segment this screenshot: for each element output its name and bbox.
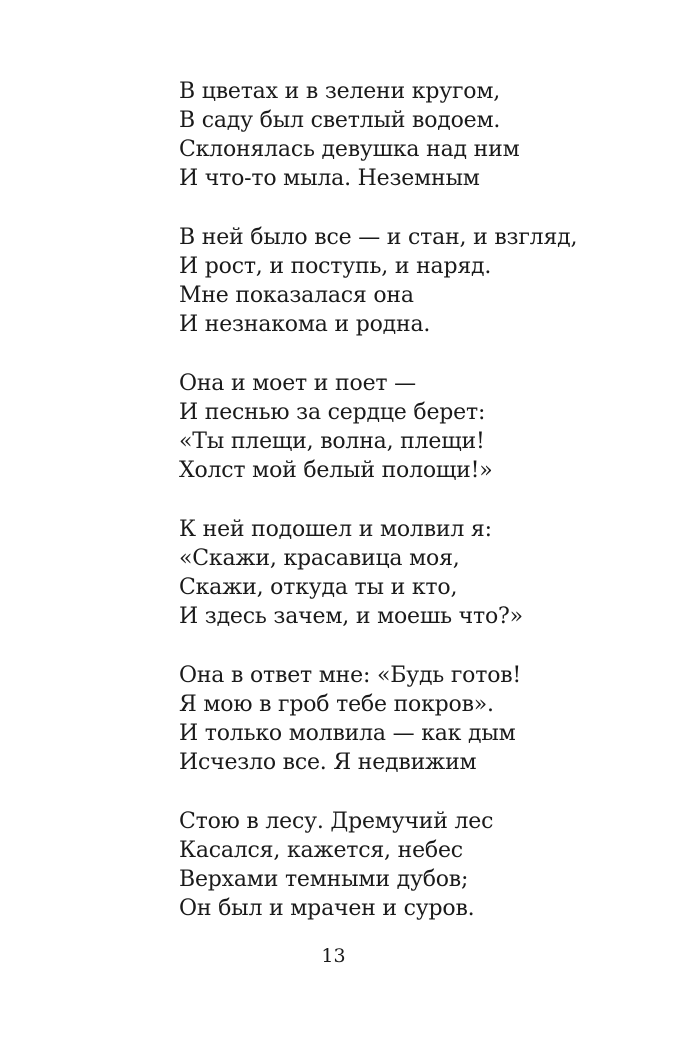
- poem-line: Она в ответ мне: «Будь готов!: [179, 663, 522, 688]
- poem-line: Я мою в гроб тебе покров».: [179, 692, 494, 717]
- stanza: [179, 661, 639, 777]
- poem-line: В цветах и в зелени кругом,: [179, 79, 501, 104]
- poem-line: Холст мой белый полощи!»: [179, 458, 493, 483]
- poem-line: В ней было все — и стан, и взгляд,: [179, 225, 578, 250]
- page-number: 13: [321, 945, 346, 967]
- poem-line: И рост, и поступь, и наряд.: [179, 254, 492, 279]
- poem-line: Он был и мрачен и суров.: [179, 896, 475, 921]
- poem-line: И песнью за сердце берет:: [179, 400, 486, 425]
- poem-line: «Ты плещи, волна, плещи!: [179, 429, 485, 454]
- poem-line: «Скажи, красавица моя,: [179, 546, 460, 571]
- poem-line: И только молвила — как дым: [179, 721, 516, 746]
- poem-text: [179, 77, 639, 953]
- poem-line: Верхами темными дубов;: [179, 867, 469, 892]
- poem-line: И здесь зачем, и моешь что?»: [179, 604, 523, 629]
- poem-line: И что-то мыла. Неземным: [179, 166, 480, 191]
- poem-line: Стою в лесу. Дремучий лес: [179, 809, 494, 834]
- poem-line: И незнакома и родна.: [179, 312, 431, 337]
- poem-line: Склонялась девушка над ним: [179, 137, 520, 162]
- poem-line: Мне показалася она: [179, 283, 414, 308]
- stanza: [179, 807, 639, 923]
- stanza: [179, 223, 639, 339]
- poem-line: В саду был светлый водоем.: [179, 108, 501, 133]
- poem-line: К ней подошел и молвил я:: [179, 517, 492, 542]
- stanza: [179, 77, 639, 193]
- poem-line: Исчезло все. Я недвижим: [179, 750, 477, 775]
- poem-line: Скажи, откуда ты и кто,: [179, 575, 458, 600]
- poem-line: Она и моет и поет —: [179, 371, 416, 396]
- poem-line: Касался, кажется, небес: [179, 838, 463, 863]
- stanza: [179, 515, 639, 631]
- stanza: [179, 369, 639, 485]
